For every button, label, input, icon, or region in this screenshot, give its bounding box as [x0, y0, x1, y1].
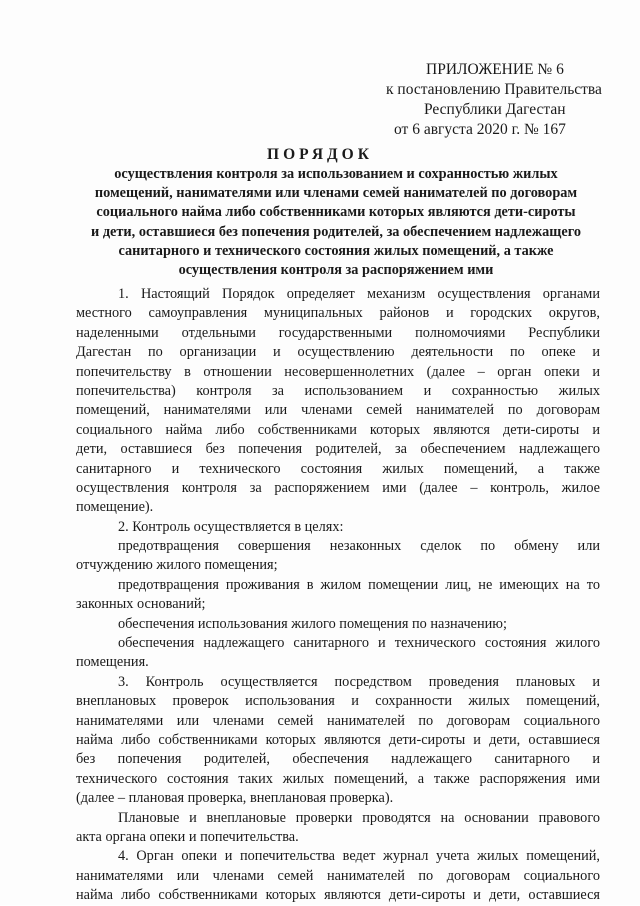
- body-line: помещение).: [76, 499, 154, 516]
- body-line: 4. Орган опеки и попечительства ведет журнал учета жилых помещений,: [118, 848, 600, 865]
- appendix-resolution: к постановлению Правительства: [386, 81, 602, 98]
- body-line: 3. Контроль осуществляется посредством проведения плановых и: [118, 673, 600, 690]
- body-line: внеплановых проверок использования и сохранности жилых помещений,: [76, 693, 600, 710]
- body-line: найма либо собственниками которых являются дети-сироты и дети, оставшиеся: [76, 731, 600, 748]
- body-line: нанимателями или членами семей нанимателей по договорам социального: [76, 867, 600, 884]
- body-line: (далее – плановая проверка, внеплановая проверка).: [76, 790, 394, 807]
- subtitle-line: санитарного и технического состояния жилых помещений, а также: [118, 242, 554, 259]
- subtitle-line: осуществления контроля за распоряжением ими: [178, 262, 494, 279]
- body-line: 1. Настоящий Порядок определяет механизм осуществления органами: [118, 286, 600, 302]
- body-line: предотвращения проживания в жилом помещении лиц, не имеющих на то: [118, 576, 600, 593]
- body-line: предотвращения совершения незаконных сделок по обмену или: [118, 538, 600, 555]
- body-line: Дагестан по организации и осуществлению деятельности по опеке и: [76, 344, 600, 361]
- body-line: обеспечения надлежащего санитарного и технического состояния жилого: [118, 635, 600, 652]
- body-line: акта органа опеки и попечительства.: [76, 828, 299, 845]
- appendix-number: ПРИЛОЖЕНИЕ № 6: [426, 61, 564, 78]
- document-body: [76, 285, 600, 906]
- body-line: 2. Контроль осуществляется в целях:: [118, 518, 344, 535]
- body-line: местного самоуправления муниципальных районов и городских округов,: [76, 305, 600, 322]
- body-line: дети, оставшиеся без попечения родителей, за обеспечением надлежащего: [76, 441, 600, 458]
- body-line: помещений, нанимателями или членами семей нанимателей по договорам: [76, 402, 600, 419]
- body-line: найма либо собственниками которых являются дети-сироты и дети, оставшиеся: [76, 887, 600, 904]
- body-line: без попечения родителей, обеспечения надлежащего санитарного и: [76, 751, 600, 768]
- body-line: технического состояния таких жилых помещений, а также распоряжения ими: [76, 770, 600, 787]
- document-subtitle: [56, 165, 616, 280]
- body-line: законных оснований;: [76, 596, 206, 613]
- document-title: ПОРЯДОК: [267, 146, 373, 163]
- body-line: помещения.: [76, 654, 149, 671]
- subtitle-line: помещений, нанимателями или членами семей нанимателей по договорам: [94, 185, 578, 202]
- body-line: нанимателями или членами семей нанимателей по договорам социального: [76, 712, 600, 729]
- body-line: наделенными отдельными государственными полномочиями Республики: [76, 324, 600, 341]
- appendix-date: от 6 августа 2020 г. № 167: [394, 121, 566, 138]
- appendix-government: Республики Дагестан: [424, 101, 566, 118]
- subtitle-line: и дети, оставшиеся без попечения родителей, за обеспечением надлежащего: [91, 223, 581, 240]
- body-line: социального найма либо собственниками которых являются дети-сироты и: [76, 421, 600, 438]
- appendix-header: [378, 60, 618, 140]
- body-line: попечительства) контроля за использованием и сохранностью жилых: [76, 382, 600, 399]
- body-line: отчуждению жилого помещения;: [76, 557, 278, 574]
- body-line: обеспечения использования жилого помещения по назначению;: [118, 615, 507, 632]
- body-line: попечительству в отношении несовершеннолетних (далее – орган опеки и: [76, 363, 600, 380]
- body-line: санитарного и технического состояния жилых помещений, а также: [76, 460, 600, 477]
- body-line: осуществления контроля за распоряжением ими (далее – контроль, жилое: [76, 479, 600, 496]
- subtitle-line: осуществления контроля за использованием и сохранностью жилых: [114, 166, 558, 182]
- body-line: Плановые и внеплановые проверки проводятся на основании правового: [118, 809, 600, 826]
- subtitle-line: социального найма либо собственниками которых являются дети-сироты: [96, 204, 576, 221]
